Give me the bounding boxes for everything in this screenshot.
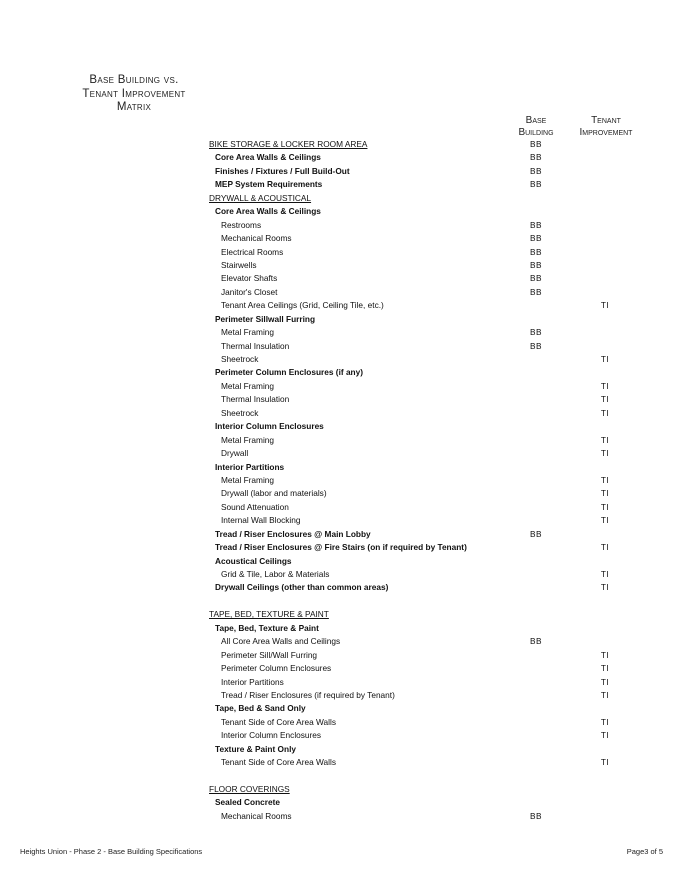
tenant-improvement-mark: TI	[600, 716, 610, 727]
matrix-row	[209, 366, 669, 379]
row-label: TAPE, BED, TEXTURE & PAINT	[209, 609, 329, 620]
row-label: Tape, Bed & Sand Only	[215, 703, 306, 714]
title-line: Base Building vs.	[89, 74, 179, 86]
tenant-improvement-mark: TI	[600, 380, 610, 391]
matrix-row	[209, 380, 669, 393]
matrix-row	[209, 810, 669, 823]
tenant-improvement-mark: TI	[600, 448, 610, 459]
matrix-row	[209, 205, 669, 218]
section-header-row	[209, 783, 669, 796]
matrix-row	[209, 353, 669, 366]
row-label: Metal Framing	[221, 327, 275, 338]
row-label: Tenant Side of Core Area Walls	[221, 716, 336, 727]
row-label: Internal Wall Blocking	[221, 515, 301, 526]
tenant-improvement-mark: TI	[600, 582, 610, 593]
matrix-row	[209, 232, 669, 245]
matrix-row	[209, 259, 669, 272]
base-building-mark: BB	[529, 165, 543, 176]
title-line: Tenant Improvement	[82, 87, 186, 100]
row-label: Sheetrock	[221, 354, 259, 364]
base-building-mark: BB	[529, 233, 543, 244]
matrix-row	[209, 474, 669, 487]
matrix-row	[209, 299, 669, 312]
matrix-row	[209, 487, 669, 500]
row-label: Perimeter Column Enclosures	[221, 663, 332, 674]
matrix-row	[209, 541, 669, 554]
matrix-row	[209, 649, 669, 662]
row-label: Finishes / Fixtures / Full Build-Out	[215, 165, 350, 176]
tenant-improvement-mark: TI	[600, 394, 610, 405]
row-label: Grid & Tile, Labor & Materials	[221, 569, 330, 579]
row-label: Sealed Concrete	[215, 797, 281, 808]
matrix-row	[209, 676, 669, 689]
matrix-row	[209, 568, 669, 581]
row-label: Interior Column Enclosures	[215, 421, 324, 432]
row-label: Tread / Riser Enclosures @ Main Lobby	[215, 528, 371, 539]
tenant-improvement-mark: TI	[600, 501, 610, 512]
base-building-mark: BB	[529, 528, 543, 539]
row-label: Drywall (labor and materials)	[221, 488, 327, 499]
base-building-mark: BB	[529, 340, 543, 351]
tenant-improvement-mark: TI	[600, 407, 610, 418]
column-header-line: Base	[525, 115, 547, 126]
matrix-row	[209, 716, 669, 729]
spacer-row	[209, 770, 669, 783]
matrix-row	[209, 420, 669, 433]
tenant-improvement-mark: TI	[600, 515, 610, 526]
matrix-row	[209, 178, 669, 191]
base-building-mark: BB	[529, 273, 543, 284]
section-header-row	[209, 608, 669, 621]
base-building-mark: BB	[529, 219, 543, 230]
row-label: Tenant Area Ceilings (Grid, Ceiling Tile, etc.)	[221, 300, 384, 311]
row-label: Core Area Walls & Ceilings	[215, 206, 321, 217]
row-label: Stairwells	[221, 259, 257, 270]
row-label: Thermal Insulation	[221, 340, 290, 351]
row-label: Perimeter Column Enclosures (if any)	[215, 367, 363, 378]
tenant-improvement-mark: TI	[600, 569, 610, 579]
tenant-improvement-mark: TI	[600, 300, 610, 311]
section-header-row	[209, 192, 669, 205]
matrix-row	[209, 796, 669, 809]
row-label: Sound Attenuation	[221, 501, 289, 512]
matrix-row	[209, 407, 669, 420]
tenant-improvement-mark: TI	[600, 488, 610, 499]
row-label: Janitor's Closet	[221, 286, 278, 297]
matrix-row	[209, 555, 669, 568]
row-label: Texture & Paint Only	[215, 743, 296, 754]
row-label: Electrical Rooms	[221, 246, 284, 257]
row-label: Interior Column Enclosures	[221, 730, 322, 741]
matrix-row	[209, 662, 669, 675]
row-label: Tread / Riser Enclosures @ Fire Stairs (on if required by Tenant)	[215, 542, 467, 553]
tenant-improvement-mark: TI	[600, 689, 610, 700]
title-line: Matrix	[116, 101, 152, 113]
tenant-improvement-mark: TI	[600, 663, 610, 674]
matrix-row	[209, 151, 669, 164]
row-label: Tread / Riser Enclosures (if required by Tenant)	[221, 689, 395, 700]
matrix-row	[209, 756, 669, 769]
row-label: Metal Framing	[221, 380, 275, 391]
matrix-row	[209, 447, 669, 460]
row-label: Thermal Insulation	[221, 394, 290, 405]
footer-page-number: Page3 of 5	[626, 847, 663, 856]
row-label: DRYWALL & ACOUSTICAL	[209, 192, 312, 203]
row-label: Interior Partitions	[221, 676, 284, 687]
responsibility-matrix	[209, 138, 669, 823]
row-label: Tenant Side of Core Area Walls	[221, 757, 336, 768]
matrix-row	[209, 528, 669, 541]
matrix-row	[209, 743, 669, 756]
matrix-row	[209, 340, 669, 353]
column-header-tenant-improvement	[570, 115, 642, 138]
section-header-row	[209, 138, 669, 151]
row-label: Interior Partitions	[215, 461, 285, 472]
tenant-improvement-mark: TI	[600, 649, 610, 660]
matrix-row	[209, 635, 669, 648]
matrix-row	[209, 689, 669, 702]
row-label: Tape, Bed, Texture & Paint	[215, 622, 319, 633]
tenant-improvement-mark: TI	[600, 434, 610, 445]
row-label: Perimeter Sill/Wall Furring	[221, 649, 318, 660]
matrix-row	[209, 165, 669, 178]
tenant-improvement-mark: TI	[600, 354, 610, 364]
row-label: Perimeter Sillwall Furring	[215, 313, 316, 324]
tenant-improvement-mark: TI	[600, 542, 610, 553]
row-label: FLOOR COVERINGS	[209, 784, 290, 794]
row-label: Sheetrock	[221, 407, 259, 418]
matrix-row	[209, 219, 669, 232]
column-header-line: Improvement	[579, 126, 633, 138]
row-label: BIKE STORAGE & LOCKER ROOM AREA	[209, 139, 368, 149]
tenant-improvement-mark: TI	[600, 757, 610, 768]
row-label: Acoustical Ceilings	[215, 555, 292, 566]
matrix-row	[209, 514, 669, 527]
matrix-row	[209, 501, 669, 514]
base-building-mark: BB	[529, 246, 543, 257]
base-building-mark: BB	[529, 286, 543, 297]
matrix-row	[209, 581, 669, 594]
column-header-line: Building	[518, 126, 554, 138]
base-building-mark: BB	[529, 327, 543, 338]
matrix-row	[209, 702, 669, 715]
spacer-row	[209, 595, 669, 608]
matrix-row	[209, 622, 669, 635]
row-label: Metal Framing	[221, 474, 275, 485]
row-label: MEP System Requirements	[215, 179, 323, 190]
base-building-mark: BB	[529, 259, 543, 270]
row-label: Core Area Walls & Ceilings	[215, 152, 321, 163]
matrix-row	[209, 326, 669, 339]
base-building-mark: BB	[529, 636, 543, 647]
base-building-mark: BB	[529, 179, 543, 190]
matrix-row	[209, 461, 669, 474]
matrix-row	[209, 729, 669, 742]
row-label: Drywall	[221, 448, 249, 459]
matrix-row	[209, 313, 669, 326]
matrix-row	[209, 393, 669, 406]
row-label: Drywall Ceilings (other than common areas)	[215, 582, 389, 593]
matrix-row	[209, 272, 669, 285]
base-building-mark: BB	[529, 139, 543, 149]
tenant-improvement-mark: TI	[600, 676, 610, 687]
row-label: All Core Area Walls and Ceilings	[221, 636, 341, 647]
matrix-row	[209, 246, 669, 259]
column-header-base-building	[508, 115, 564, 138]
base-building-mark: BB	[529, 810, 543, 821]
column-header-line: Tenant	[591, 115, 621, 126]
document-title	[60, 74, 208, 115]
row-label: Mechanical Rooms	[221, 810, 292, 821]
footer-document-name: Heights Union - Phase 2 - Base Building Specifications	[20, 847, 203, 856]
matrix-row	[209, 434, 669, 447]
matrix-row	[209, 286, 669, 299]
tenant-improvement-mark: TI	[600, 474, 610, 485]
base-building-mark: BB	[529, 152, 543, 163]
row-label: Elevator Shafts	[221, 273, 278, 284]
row-label: Restrooms	[221, 219, 262, 230]
row-label: Mechanical Rooms	[221, 233, 292, 244]
tenant-improvement-mark: TI	[600, 730, 610, 741]
row-label: Metal Framing	[221, 434, 275, 445]
